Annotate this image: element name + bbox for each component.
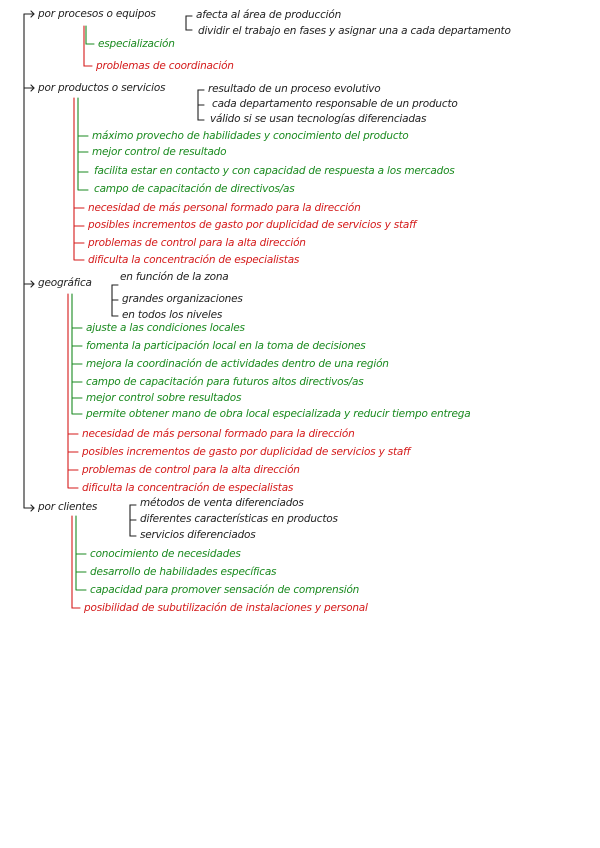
detail-item: válido si se usan tecnologías diferenciadas bbox=[210, 113, 427, 125]
pro-item: permite obtener mano de obra local especializada y reducir tiempo entrega bbox=[86, 408, 471, 420]
pro-item: conocimiento de necesidades bbox=[90, 548, 241, 560]
pro-item: facilita estar en contacto y con capacidad de respuesta a los mercados bbox=[94, 165, 455, 177]
section-heading: por productos o servicios bbox=[38, 82, 166, 94]
detail-item: en función de la zona bbox=[120, 271, 229, 283]
pro-item: máximo provecho de habilidades y conocimiento del producto bbox=[92, 130, 409, 142]
pro-item: desarrollo de habilidades específicas bbox=[90, 566, 277, 578]
con-item: necesidad de más personal formado para la dirección bbox=[82, 428, 355, 440]
section-heading: geográfica bbox=[38, 277, 92, 289]
detail-item: grandes organizaciones bbox=[122, 293, 243, 305]
section-heading: por procesos o equipos bbox=[38, 8, 156, 20]
pro-item: campo de capacitación para futuros altos directivos/as bbox=[86, 376, 364, 388]
con-item: problemas de coordinación bbox=[96, 60, 234, 72]
detail-item: cada departamento responsable de un producto bbox=[212, 98, 458, 110]
pro-item: capacidad para promover sensación de comprensión bbox=[90, 584, 360, 596]
pro-item: mejora la coordinación de actividades dentro de una región bbox=[86, 358, 389, 370]
detail-item: en todos los niveles bbox=[122, 309, 223, 321]
pro-item: mejor control de resultado bbox=[92, 146, 227, 158]
con-item: necesidad de más personal formado para la dirección bbox=[88, 202, 361, 214]
con-item: posibles incrementos de gasto por duplicidad de servicios y staff bbox=[88, 219, 417, 231]
pro-item: mejor control sobre resultados bbox=[86, 392, 242, 404]
detail-item: servicios diferenciados bbox=[140, 529, 256, 541]
con-item: problemas de control para la alta dirección bbox=[82, 464, 300, 476]
detail-item: métodos de venta diferenciados bbox=[140, 497, 304, 509]
detail-item: diferentes características en productos bbox=[140, 513, 338, 525]
con-item: problemas de control para la alta dirección bbox=[88, 237, 306, 249]
pro-item: fomenta la participación local en la toma de decisiones bbox=[86, 340, 366, 352]
section-heading: por clientes bbox=[38, 501, 98, 513]
detail-item: resultado de un proceso evolutivo bbox=[208, 83, 381, 95]
con-item: dificulta la concentración de especialistas bbox=[82, 482, 294, 494]
pro-item: ajuste a las condiciones locales bbox=[86, 322, 245, 334]
con-item: dificulta la concentración de especialistas bbox=[88, 254, 300, 266]
pro-item: especialización bbox=[98, 38, 175, 50]
con-item: posibilidad de subutilización de instalaciones y personal bbox=[84, 602, 368, 614]
detail-item: afecta al área de producción bbox=[196, 9, 342, 21]
pro-item: campo de capacitación de directivos/as bbox=[94, 183, 295, 195]
con-item: posibles incrementos de gasto por duplicidad de servicios y staff bbox=[82, 446, 411, 458]
detail-item: dividir el trabajo en fases y asignar una a cada departamento bbox=[198, 25, 511, 37]
